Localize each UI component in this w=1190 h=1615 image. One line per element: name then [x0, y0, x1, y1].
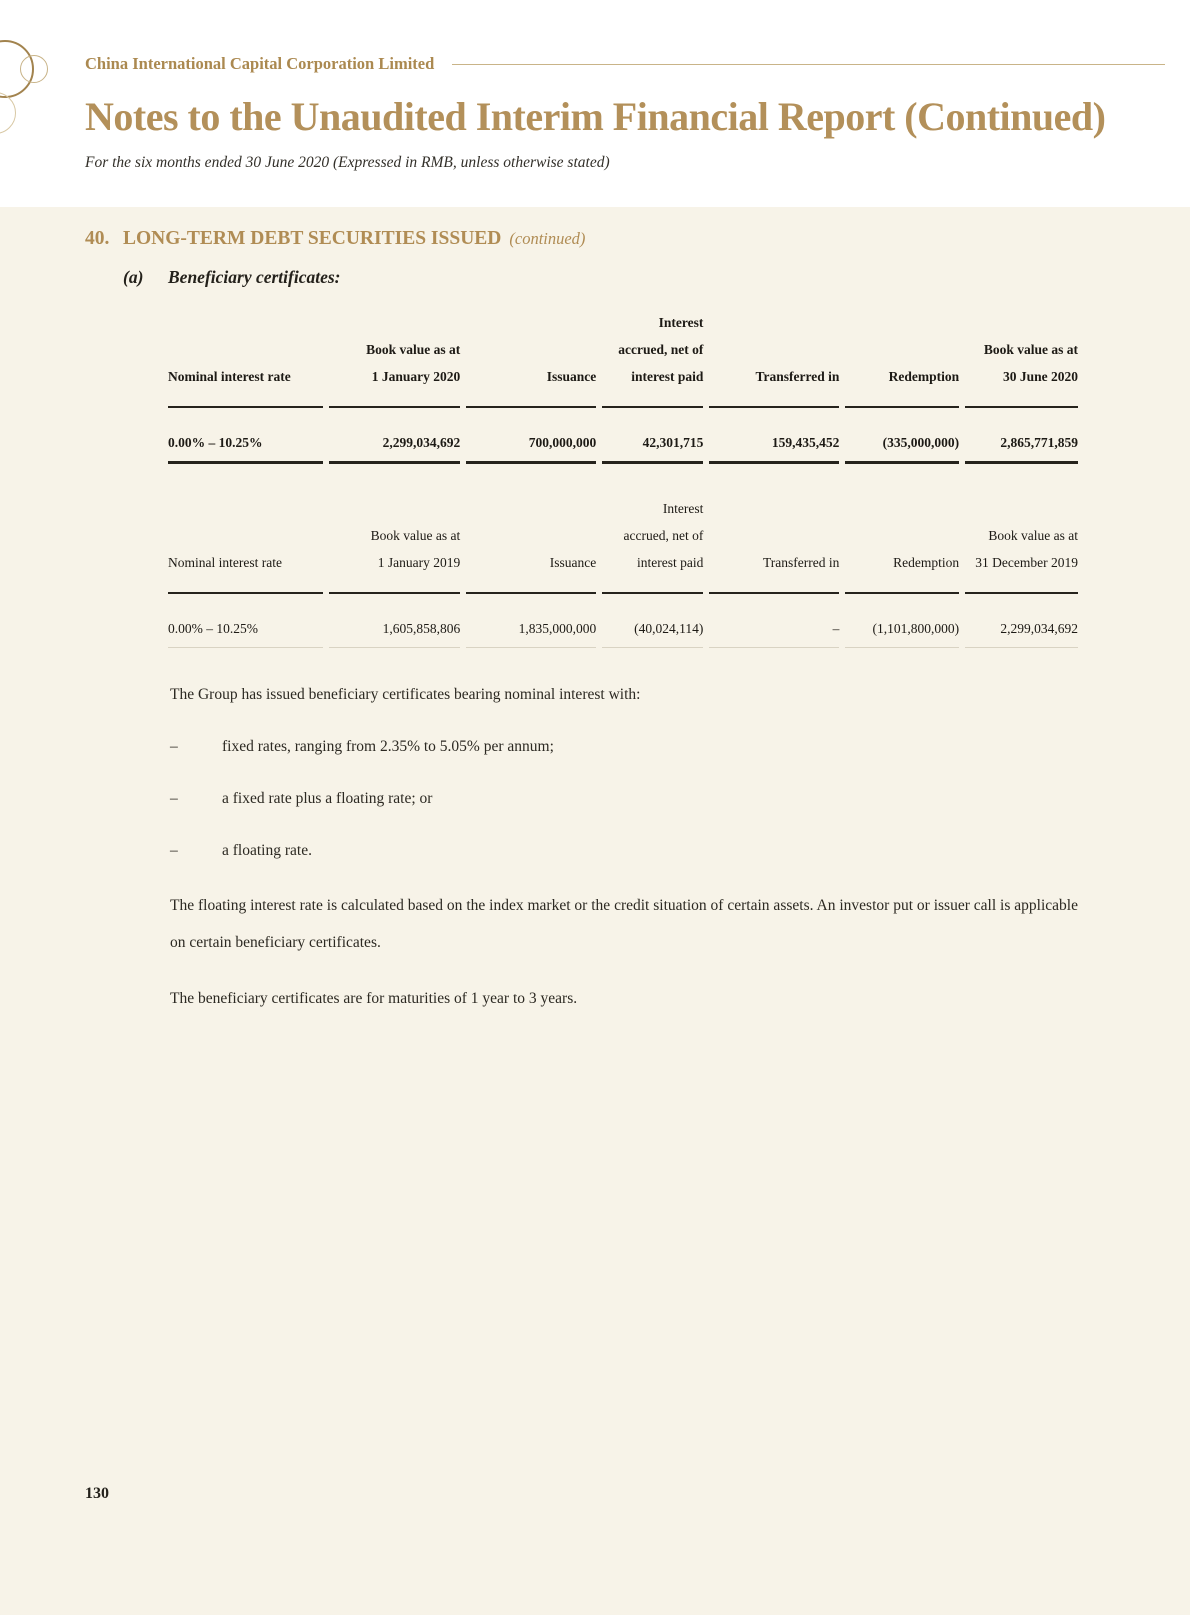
table-cell: 0.00% – 10.25%: [168, 408, 323, 464]
subsection-label: (a): [123, 267, 144, 287]
company-name: China International Capital Corporation Limited: [85, 54, 435, 73]
header-divider: [452, 64, 1165, 65]
beneficiary-certificates-table-2019: [168, 494, 1078, 648]
list-item-text: fixed rates, ranging from 2.35% to 5.05% per annum;: [222, 738, 554, 755]
column-header: [709, 308, 839, 408]
page-body: [0, 207, 1190, 1008]
dash-bullet: –: [170, 790, 178, 807]
subsection-heading: [123, 267, 1078, 288]
table-row: [168, 408, 1078, 464]
header-line: Interest: [658, 315, 704, 330]
logo-circle-icon: [0, 92, 16, 134]
paragraph: The Group has issued beneficiary certificates bearing nominal interest with:: [170, 686, 641, 703]
header-line: interest paid: [631, 369, 704, 384]
paragraph: The beneficiary certificates are for maturities of 1 year to 3 years.: [170, 990, 578, 1007]
header-line: Issuance: [549, 555, 597, 570]
table-header-row: [168, 494, 1078, 594]
subsection-title: Beneficiary certificates:: [168, 267, 341, 287]
header-line: Transferred in: [755, 369, 840, 384]
header-line: Issuance: [546, 369, 597, 384]
column-header: [329, 308, 460, 408]
table-row: [168, 594, 1078, 648]
notes-text: [170, 686, 1078, 1008]
header-line: Interest: [662, 501, 704, 516]
paragraph: The floating interest rate is calculated based on the index market or the credit situation of certain assets. An investor put or issuer call is applicable on certain beneficiary certificates.: [170, 897, 1078, 951]
column-header: [168, 308, 323, 408]
table-cell: 2,865,771,859: [965, 408, 1078, 464]
header-line: 31 December 2019: [975, 555, 1078, 570]
table-cell: 1,835,000,000: [466, 594, 596, 648]
header-line: 1 January 2020: [371, 369, 461, 384]
page-header: [0, 0, 1190, 207]
dash-bullet: –: [170, 842, 178, 859]
header-line: Nominal interest rate: [168, 369, 291, 384]
section-number: 40.: [85, 228, 110, 249]
table-header-row: [168, 308, 1078, 408]
table-cell: –: [709, 594, 839, 648]
header-line: Transferred in: [763, 555, 840, 570]
header-line: Book value as at: [983, 342, 1078, 357]
header-line: Book value as at: [988, 528, 1078, 543]
column-header: [602, 494, 703, 594]
column-header: [965, 308, 1078, 408]
list-item: [170, 790, 1078, 808]
header-line: Book value as at: [370, 528, 461, 543]
page-number: 130: [85, 1485, 109, 1502]
table-cell: (335,000,000): [845, 408, 959, 464]
list-item-text: a floating rate.: [222, 842, 312, 859]
table-cell: 2,299,034,692: [329, 408, 460, 464]
column-header: [329, 494, 460, 594]
company-row: [0, 0, 1190, 74]
cicc-logo-icon: [0, 0, 90, 160]
column-header: [466, 308, 596, 408]
section-continued-label: (continued): [509, 229, 586, 248]
header-line: Redemption: [888, 369, 960, 384]
header-line: Redemption: [893, 555, 960, 570]
column-header: [466, 494, 596, 594]
logo-circle-icon: [20, 55, 48, 83]
dash-bullet: –: [170, 738, 178, 755]
header-line: Book value as at: [366, 342, 461, 357]
column-header: [845, 308, 959, 408]
table-cell: 1,605,858,806: [329, 594, 460, 648]
page-title: Notes to the Unaudited Interim Financial Report (Continued): [85, 94, 1106, 139]
header-line: 1 January 2019: [377, 555, 461, 570]
header-line: Nominal interest rate: [168, 555, 282, 570]
column-header: [709, 494, 839, 594]
table-cell: 159,435,452: [709, 408, 839, 464]
header-line: accrued, net of: [618, 342, 704, 357]
column-header: [602, 308, 703, 408]
list-item-text: a fixed rate plus a floating rate; or: [222, 790, 433, 807]
column-header: [168, 494, 323, 594]
header-line: 30 June 2020: [1002, 369, 1078, 384]
list-item: [170, 842, 1078, 860]
table-cell: (1,101,800,000): [845, 594, 959, 648]
column-header: [965, 494, 1078, 594]
table-cell: 700,000,000: [466, 408, 596, 464]
table-cell: 42,301,715: [602, 408, 703, 464]
beneficiary-certificates-table-2020: [168, 308, 1078, 464]
column-header: [845, 494, 959, 594]
header-line: interest paid: [637, 555, 704, 570]
table-cell: (40,024,114): [602, 594, 703, 648]
section-heading: [85, 228, 1078, 250]
page-subtitle: For the six months ended 30 June 2020 (Expressed in RMB, unless otherwise stated): [85, 154, 610, 171]
section-title: LONG-TERM DEBT SECURITIES ISSUED: [123, 228, 502, 249]
table-cell: 0.00% – 10.25%: [168, 594, 323, 648]
table-cell: 2,299,034,692: [965, 594, 1078, 648]
list-item: [170, 738, 1078, 756]
header-line: accrued, net of: [623, 528, 704, 543]
